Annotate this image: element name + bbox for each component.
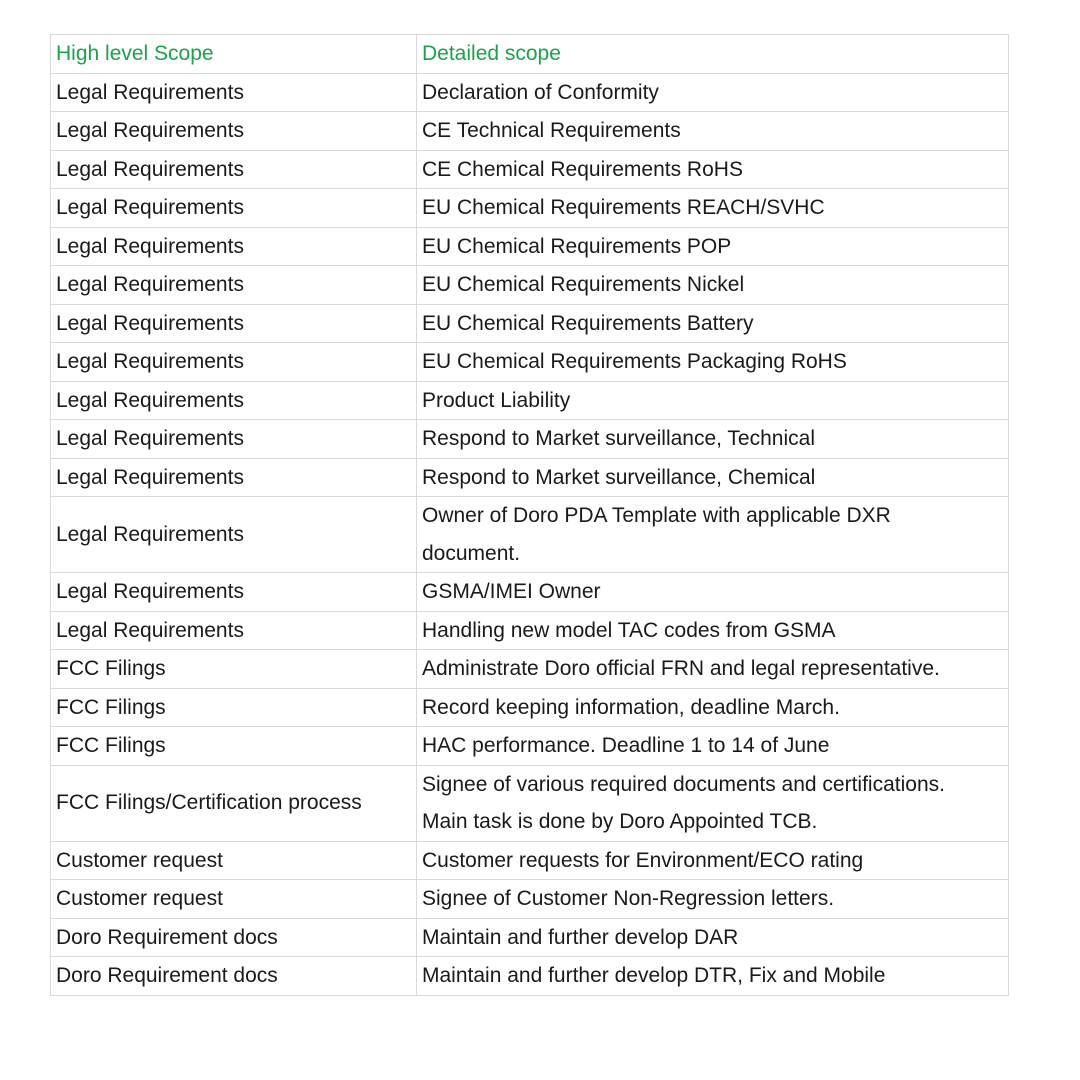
table-row: [51, 266, 1009, 305]
high-level-scope-cell: Legal Requirements: [51, 573, 417, 612]
detailed-scope-cell: EU Chemical Requirements POP: [417, 227, 1009, 266]
table-row: [51, 841, 1009, 880]
table-row: [51, 458, 1009, 497]
detailed-scope-cell: EU Chemical Requirements Packaging RoHS: [417, 343, 1009, 382]
table-row: [51, 343, 1009, 382]
table-row: [51, 150, 1009, 189]
detailed-scope-cell: Product Liability: [417, 381, 1009, 420]
table-row: [51, 727, 1009, 766]
table-row: [51, 650, 1009, 689]
detailed-scope-cell: Maintain and further develop DTR, Fix and Mobile: [417, 957, 1009, 996]
detailed-scope-cell: Declaration of Conformity: [417, 73, 1009, 112]
high-level-scope-cell: Legal Requirements: [51, 227, 417, 266]
high-level-scope-cell: Legal Requirements: [51, 343, 417, 382]
high-level-scope-cell: Legal Requirements: [51, 497, 417, 573]
detailed-scope-cell: Record keeping information, deadline March.: [417, 688, 1009, 727]
table-body: [51, 73, 1009, 995]
table-row: [51, 688, 1009, 727]
high-level-scope-cell: Legal Requirements: [51, 189, 417, 228]
table-row: [51, 573, 1009, 612]
table-row: [51, 918, 1009, 957]
table-row: [51, 73, 1009, 112]
table-row: [51, 227, 1009, 266]
detailed-scope-cell: HAC performance. Deadline 1 to 14 of June: [417, 727, 1009, 766]
high-level-scope-cell: Customer request: [51, 841, 417, 880]
table-row: [51, 497, 1009, 573]
high-level-scope-cell: Legal Requirements: [51, 611, 417, 650]
detailed-scope-cell: Respond to Market surveillance, Chemical: [417, 458, 1009, 497]
table-row: [51, 112, 1009, 151]
high-level-scope-cell: Customer request: [51, 880, 417, 919]
table-row: [51, 381, 1009, 420]
scope-table: [50, 34, 1009, 996]
detailed-scope-cell: Handling new model TAC codes from GSMA: [417, 611, 1009, 650]
table-row: [51, 880, 1009, 919]
detailed-scope-cell: CE Technical Requirements: [417, 112, 1009, 151]
high-level-scope-cell: FCC Filings: [51, 688, 417, 727]
high-level-scope-cell: FCC Filings: [51, 727, 417, 766]
detailed-scope-cell: EU Chemical Requirements REACH/SVHC: [417, 189, 1009, 228]
high-level-scope-cell: Doro Requirement docs: [51, 957, 417, 996]
high-level-scope-cell: Legal Requirements: [51, 150, 417, 189]
high-level-scope-cell: Legal Requirements: [51, 304, 417, 343]
table-header: [51, 35, 1009, 74]
header-detailed-scope: Detailed scope: [417, 35, 1009, 74]
high-level-scope-cell: Legal Requirements: [51, 458, 417, 497]
high-level-scope-cell: Legal Requirements: [51, 420, 417, 459]
high-level-scope-cell: FCC Filings/Certification process: [51, 765, 417, 841]
detailed-scope-cell: EU Chemical Requirements Battery: [417, 304, 1009, 343]
detailed-scope-cell: Owner of Doro PDA Template with applicable DXR document.: [417, 497, 1009, 573]
detailed-scope-cell: Customer requests for Environment/ECO rating: [417, 841, 1009, 880]
header-row: [51, 35, 1009, 74]
table-row: [51, 304, 1009, 343]
detailed-scope-cell: EU Chemical Requirements Nickel: [417, 266, 1009, 305]
high-level-scope-cell: Doro Requirement docs: [51, 918, 417, 957]
high-level-scope-cell: Legal Requirements: [51, 73, 417, 112]
detailed-scope-cell: Administrate Doro official FRN and legal representative.: [417, 650, 1009, 689]
table-row: [51, 611, 1009, 650]
table-row: [51, 957, 1009, 996]
table-row: [51, 765, 1009, 841]
high-level-scope-cell: Legal Requirements: [51, 266, 417, 305]
detailed-scope-cell: Respond to Market surveillance, Technical: [417, 420, 1009, 459]
detailed-scope-cell: CE Chemical Requirements RoHS: [417, 150, 1009, 189]
high-level-scope-cell: FCC Filings: [51, 650, 417, 689]
header-high-level-scope: High level Scope: [51, 35, 417, 74]
detailed-scope-cell: GSMA/IMEI Owner: [417, 573, 1009, 612]
high-level-scope-cell: Legal Requirements: [51, 381, 417, 420]
table-row: [51, 420, 1009, 459]
high-level-scope-cell: Legal Requirements: [51, 112, 417, 151]
detailed-scope-cell: Signee of various required documents and certifications. Main task is done by Doro Appointed TCB.: [417, 765, 1009, 841]
detailed-scope-cell: Signee of Customer Non-Regression letters.: [417, 880, 1009, 919]
detailed-scope-cell: Maintain and further develop DAR: [417, 918, 1009, 957]
table-row: [51, 189, 1009, 228]
